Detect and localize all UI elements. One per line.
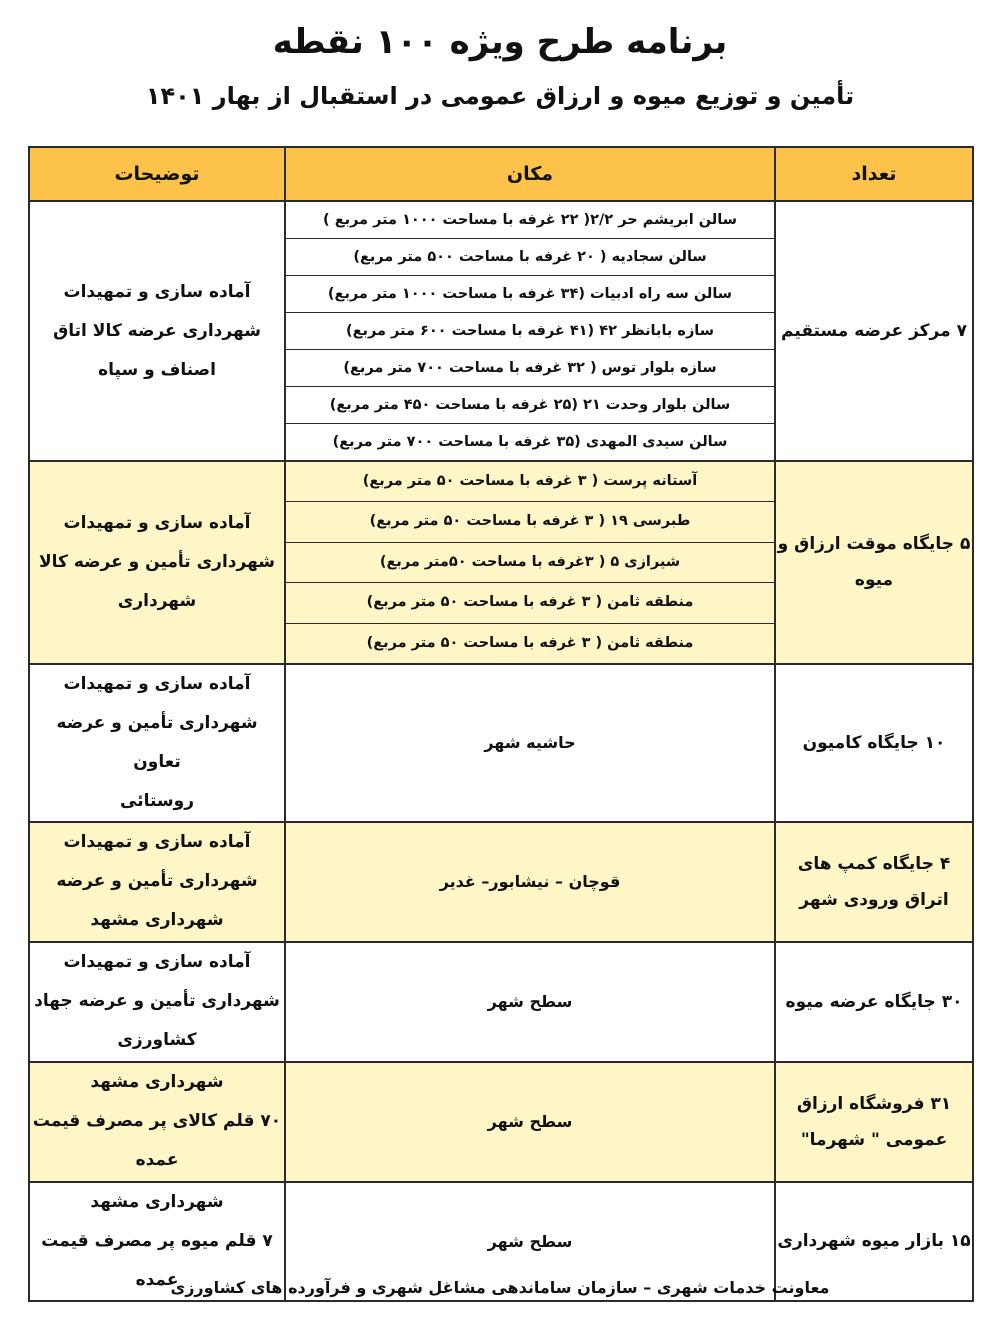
- count-cell: [775, 822, 973, 942]
- place-item: سالن سیدی المهدی (۳۵ غرفه با مساحت ۷۰۰ متر مربع): [332, 434, 728, 450]
- place-item: سالن سه راه ادبیات (۳۴ غرفه با مساحت ۱۰۰۰ متر مربع): [286, 276, 774, 313]
- desc-line: آماده سازی و تمهیدات: [63, 832, 251, 853]
- place-item: طبرسی ۱۹ ( ۳ غرفه با مساحت ۵۰ متر مربع): [286, 502, 774, 542]
- place-item: منطقه ثامن ( ۳ غرفه با مساحت ۵۰ متر مربع): [366, 634, 694, 651]
- desc-line: روستائی: [120, 790, 194, 811]
- plan-table: [28, 146, 974, 1302]
- desc-cell: [29, 1062, 285, 1182]
- desc-line: کشاورزی: [117, 1030, 197, 1051]
- place-item: سالن بلوار وحدت ۲۱ (۲۵ غرفه با مساحت ۴۵۰ متر مربع): [286, 387, 774, 424]
- desc-line: ۷۰ قلم کالای پر مصرف قیمت: [32, 1111, 282, 1132]
- place-cell: [285, 461, 775, 664]
- table-row: [29, 664, 973, 822]
- count-line: عمومی " شهرما": [800, 1129, 948, 1150]
- desc-line: شهرداری تأمین و عرضه جهاد: [34, 991, 280, 1012]
- count-cell: [775, 1062, 973, 1182]
- table-row: [29, 822, 973, 942]
- count-cell: ۱۵ بازار میوه شهرداری: [775, 1182, 973, 1301]
- table-row: [29, 942, 973, 1062]
- count-cell: ۳۰ جایگاه عرضه میوه: [775, 942, 973, 1062]
- count-cell: [775, 461, 973, 664]
- count-line: ۳۱ فروشگاه ارزاق: [796, 1093, 952, 1114]
- desc-line: عمده: [135, 1269, 179, 1290]
- place-cell: [285, 201, 775, 461]
- desc-line: شهرداری مشهد: [90, 910, 224, 931]
- desc-line: آماده سازی و تمهیدات: [63, 281, 251, 302]
- desc-line: شهرداری مشهد: [90, 1191, 224, 1212]
- table-row: [29, 1062, 973, 1182]
- place-cell: سطح شهر: [285, 1062, 775, 1182]
- place-item: آستانه پرست ( ۳ غرفه با مساحت ۵۰ متر مربع): [286, 462, 774, 502]
- place-item: شیرازی ۵ ( ۳غرفه با مساحت ۵۰متر مربع): [286, 543, 774, 583]
- place-item: سالن ابریشم حر ۲/۲( ۲۲ غرفه با مساحت ۱۰۰۰ متر مربع ): [286, 202, 774, 239]
- place-item: سازه بلوار توس ( ۳۲ غرفه با مساحت ۷۰۰ متر مربع): [286, 350, 774, 387]
- header-desc: توضیحات: [29, 147, 285, 201]
- place-cell: حاشیه شهر: [285, 664, 775, 822]
- header-place: مکان: [285, 147, 775, 201]
- desc-line: شهرداری: [117, 590, 197, 611]
- place-cell: سطح شهر: [285, 942, 775, 1062]
- desc-line: عمده: [135, 1150, 179, 1171]
- table-header-row: [29, 147, 973, 201]
- page-title: برنامه طرح ویژه ۱۰۰ نقطه: [272, 22, 728, 62]
- desc-line: ۷ قلم میوه پر مصرف قیمت: [41, 1230, 273, 1251]
- desc-line: آماده سازی و تمهیدات: [63, 512, 251, 533]
- place-cell: سطح شهر: [285, 1182, 775, 1301]
- page-subtitle: تأمین و توزیع میوه و ارزاق عمومی در استقبال از بهار ۱۴۰۱: [145, 82, 855, 110]
- desc-line: آماده سازی و تمهیدات: [63, 673, 251, 694]
- header-count: تعداد: [775, 147, 973, 201]
- desc-line: شهرداری عرضه کالا اتاق: [53, 320, 261, 341]
- place-item: منطقه ثامن ( ۳ غرفه با مساحت ۵۰ متر مربع): [286, 583, 774, 623]
- desc-cell: [29, 201, 285, 461]
- table-row: [29, 201, 973, 461]
- desc-cell: [29, 822, 285, 942]
- desc-line: شهرداری تأمین و عرضه تعاون: [56, 712, 258, 772]
- count-line: ۴ جایگاه کمپ های: [797, 853, 951, 874]
- desc-line: آماده سازی و تمهیدات: [63, 952, 251, 973]
- count-cell: ۱۰ جایگاه کامیون: [775, 664, 973, 822]
- count-line: ۵ جایگاه موقت ارزاق و: [777, 534, 971, 555]
- desc-line: شهرداری مشهد: [90, 1072, 224, 1093]
- desc-cell: [29, 942, 285, 1062]
- table-row: [29, 461, 973, 664]
- count-line: اتراق ورودی شهر: [799, 889, 949, 910]
- page-footer: معاونت خدمات شهری – سازمان ساماندهی مشاغل شهری و فرآورده های کشاورزی: [170, 1278, 830, 1297]
- place-item: سالن سجادیه ( ۲۰ غرفه با مساحت ۵۰۰ متر مربع): [286, 239, 774, 276]
- place-cell: قوچان – نیشابور– غدیر: [285, 822, 775, 942]
- desc-cell: [29, 664, 285, 822]
- desc-line: شهرداری تأمین و عرضه: [56, 871, 258, 892]
- desc-line: اصناف و سپاه: [98, 359, 216, 380]
- desc-cell: [29, 461, 285, 664]
- desc-line: شهرداری تأمین و عرضه کالا: [38, 551, 276, 572]
- count-line: میوه: [854, 570, 894, 591]
- count-cell: ۷ مرکز عرضه مستقیم: [775, 201, 973, 461]
- place-item: سازه بابانظر ۴۲ (۴۱ غرفه با مساحت ۶۰۰ متر مربع): [286, 313, 774, 350]
